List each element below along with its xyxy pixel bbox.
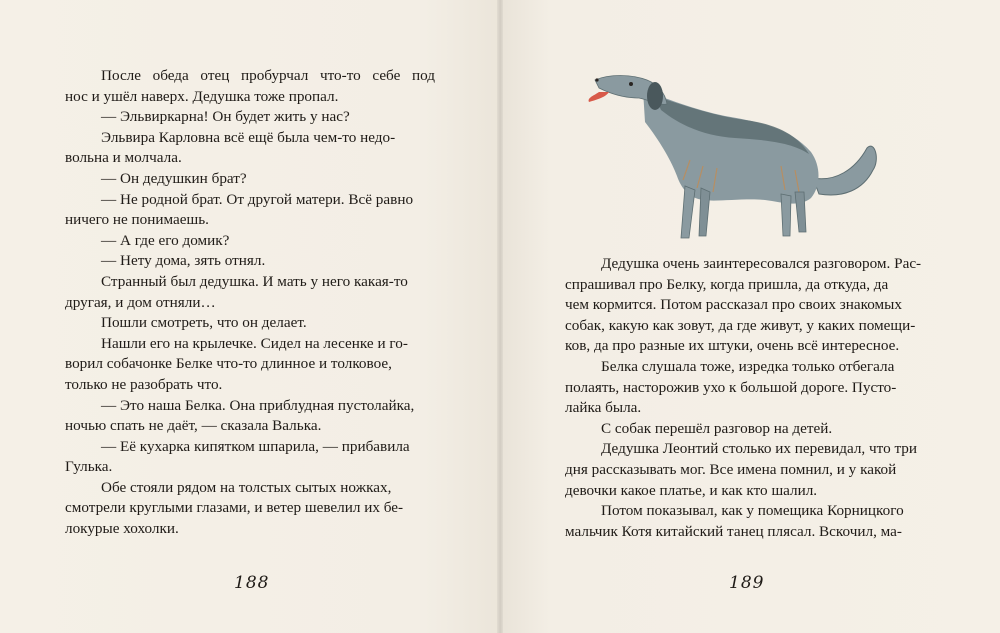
text-line: мальчик Котя китайский танец плясал. Вскочил, ма-	[565, 522, 902, 540]
text-line: — Не родной брат. От другой матери. Всё равно	[101, 190, 414, 208]
text-line: собак, какую как зовут, да где живут, у каких помещи-	[565, 316, 916, 334]
text-line: ков, да про разные их штуки, очень всё интересное.	[565, 337, 900, 355]
text-line: ночью спать не даёт, — сказала Валька.	[65, 417, 322, 435]
text-line: Пошли смотреть, что он делает.	[101, 314, 307, 332]
text-line: дня рассказывать мог. Все имена помнил, и у какой	[565, 460, 897, 478]
text-line: полаять, насторожив ухо к большой дороге. Пусто-	[565, 378, 897, 396]
text-line: Нашли его на крылечке. Сидел на лесенке и го-	[101, 334, 408, 352]
book-gutter	[497, 0, 503, 633]
right-page	[500, 0, 1000, 633]
text-line: Дедушка очень заинтересовался разговором. Рас-	[601, 255, 922, 272]
text-line: Обе стояли рядом на толстых сытых ножках,	[101, 478, 392, 496]
text-line: Странный был дедушка. И мать у него какая-то	[101, 272, 408, 290]
text-line: — Нету дома, зять отнял.	[101, 252, 266, 270]
left-page-text	[65, 66, 435, 540]
text-line: Эльвира Карловна всё ещё была чем-то недо-	[101, 128, 396, 146]
text-line: — А где его домик?	[101, 231, 230, 249]
text-line: ничего не понимаешь.	[65, 211, 209, 229]
text-line: чем кормится. Потом рассказал про своих знакомых	[565, 296, 902, 314]
text-line: Гулька.	[65, 458, 113, 476]
dog-illustration	[585, 70, 895, 240]
text-line: — Это наша Белка. Она приблудная пустолайка,	[101, 396, 415, 414]
text-line: только не разобрать что.	[65, 375, 223, 393]
text-line: вольна и молчала.	[65, 149, 182, 167]
text-line: нос и ушёл наверх. Дедушка тоже пропал.	[65, 87, 339, 105]
text-line: локурые хохолки.	[65, 520, 179, 538]
right-page-text	[565, 254, 923, 542]
text-line: лайка была.	[565, 399, 642, 417]
text-line: Потом показывал, как у помещика Корницкого	[601, 502, 904, 520]
text-line: девочки какое платье, и как кто шалил.	[565, 481, 818, 499]
text-line: После обеда отец пробурчал что-то себе под	[101, 67, 435, 84]
text-line: спрашивал про Белку, когда пришла, да откуда, да	[565, 275, 889, 293]
text-line: Белка слушала тоже, изредка только отбегала	[601, 357, 895, 375]
page-number-left: 188	[234, 573, 270, 593]
text-line: другая, и дом отняли…	[65, 293, 216, 311]
text-line: смотрели круглыми глазами, и ветер шевелил их бе-	[65, 499, 404, 517]
text-line: ворил собачонке Белке что-то длинное и толковое,	[65, 355, 392, 373]
page-number-right: 189	[729, 573, 765, 593]
text-line: — Он дедушкин брат?	[101, 169, 247, 187]
text-line: С собак перешёл разговор на детей.	[601, 419, 833, 437]
text-line: — Эльвиркарна! Он будет жить у нас?	[101, 108, 350, 126]
text-line: — Её кухарка кипятком шпарила, — прибавила	[101, 437, 410, 455]
text-line: Дедушка Леонтий столько их перевидал, что три	[601, 440, 918, 458]
